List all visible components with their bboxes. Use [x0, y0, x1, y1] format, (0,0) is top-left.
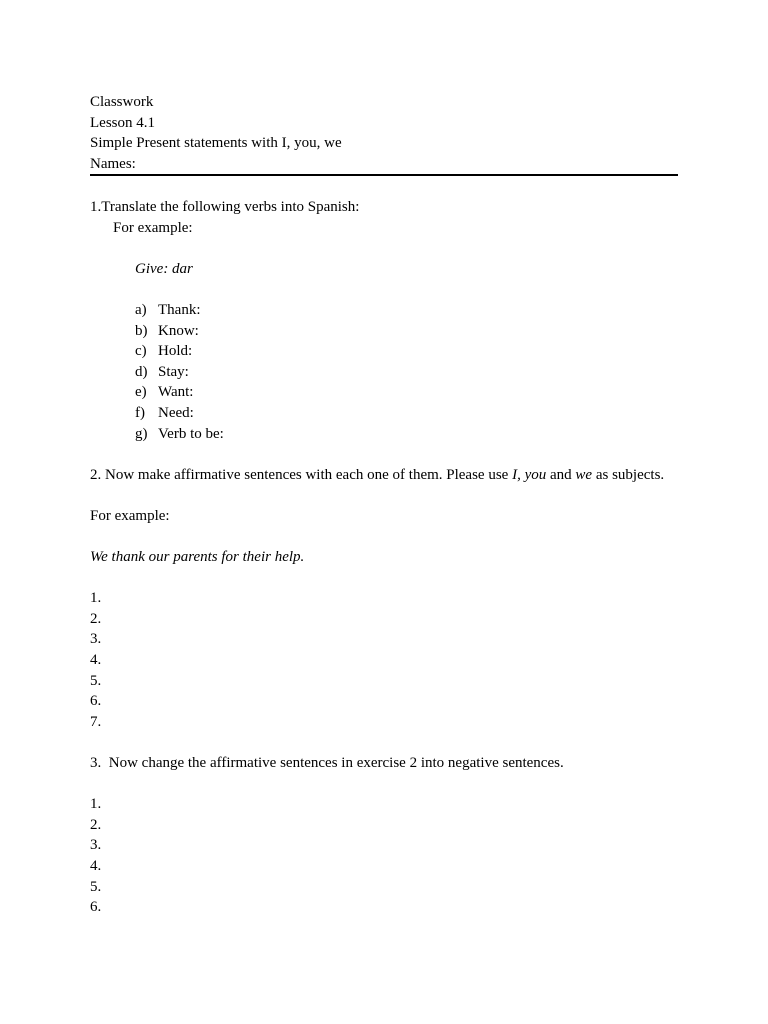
heading-part: as subjects.	[592, 466, 665, 483]
spacer	[90, 485, 678, 506]
item-text: Know:	[158, 322, 199, 339]
exercise-1-heading: 1.Translate the following verbs into Spanish:	[90, 198, 360, 215]
lesson-number: Lesson 4.1	[90, 114, 155, 131]
lesson-topic: Simple Present statements with I, you, we	[90, 135, 342, 152]
item-letter: f)	[135, 404, 145, 421]
exercise-3-answer-list	[90, 794, 678, 918]
exercise-3-heading: 3. Now change the affirmative sentences in exercise 2 into negative sentences.	[90, 755, 564, 771]
exercise-1-example: Give: dar	[135, 260, 193, 277]
heading-part: and	[546, 466, 576, 483]
item-text: Want:	[158, 384, 194, 401]
list-item	[90, 382, 678, 403]
list-item: 2.	[90, 816, 102, 833]
list-item	[90, 362, 678, 383]
spacer	[90, 176, 678, 197]
spacer	[90, 526, 678, 547]
exercise-2-example-label: For example:	[90, 507, 170, 524]
item-letter: b)	[135, 322, 148, 339]
names-field: Names:	[90, 154, 678, 177]
exercise-1-example-label: For example:	[113, 219, 193, 236]
worksheet-page	[90, 92, 678, 918]
item-text: Hold:	[158, 343, 193, 360]
heading-subjects-i-you: I, you	[512, 466, 547, 483]
spacer	[90, 774, 678, 795]
list-item	[90, 341, 678, 362]
item-letter: d)	[135, 363, 148, 380]
item-letter: a)	[135, 301, 147, 318]
list-item: 2.	[90, 610, 102, 627]
doc-title: Classwork	[90, 94, 154, 110]
heading-subject-we: we	[575, 466, 593, 483]
list-item: 3.	[90, 837, 102, 854]
list-item: 5.	[90, 878, 102, 895]
heading-part: 2. Now make affirmative sentences with each one of them. Please use	[90, 466, 513, 483]
list-item: 3.	[90, 631, 102, 648]
list-item: 4.	[90, 652, 102, 669]
item-letter: e)	[135, 384, 147, 401]
exercise-2-heading	[90, 465, 678, 486]
exercise-2-example: We thank our parents for their help.	[90, 549, 305, 566]
spacer	[90, 279, 678, 300]
list-item	[90, 403, 678, 424]
item-text: Need:	[158, 404, 194, 421]
list-item	[90, 300, 678, 321]
list-item: 6.	[90, 899, 102, 916]
list-item: 4.	[90, 857, 102, 874]
list-item	[90, 321, 678, 342]
spacer	[90, 444, 678, 465]
list-item: 1.	[90, 796, 102, 813]
exercise-2-answer-list	[90, 588, 678, 732]
spacer	[90, 732, 678, 753]
verb-list	[90, 300, 678, 444]
list-item	[90, 424, 678, 445]
list-item: 7.	[90, 713, 102, 730]
item-letter: g)	[135, 425, 148, 442]
spacer	[90, 238, 678, 259]
list-item: 6.	[90, 693, 102, 710]
list-item: 5.	[90, 672, 102, 689]
item-text: Verb to be:	[158, 425, 224, 442]
item-text: Thank:	[158, 301, 201, 318]
item-text: Stay:	[158, 363, 189, 380]
list-item: 1.	[90, 590, 102, 607]
item-letter: c)	[135, 343, 147, 360]
spacer	[90, 568, 678, 589]
